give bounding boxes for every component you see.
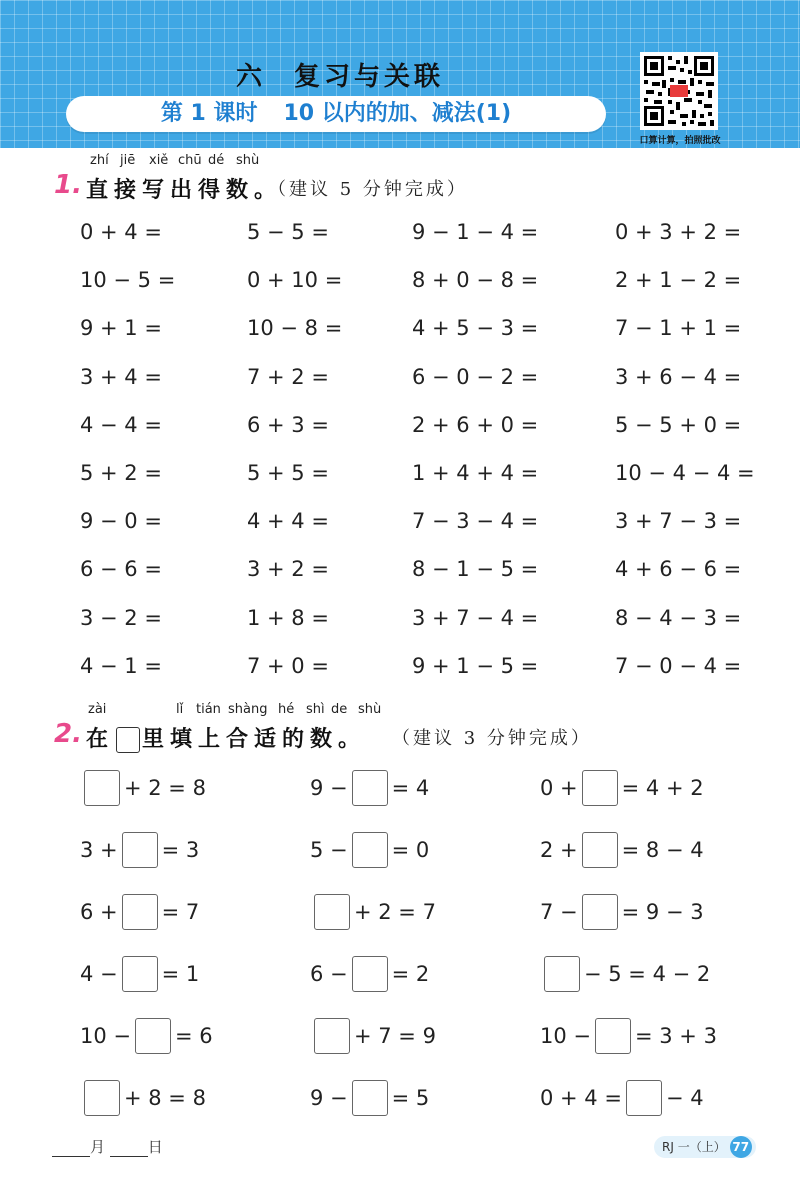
fill-problem-r5-c1: [80, 1018, 213, 1058]
fill-problem-r6-c1: [80, 1080, 206, 1120]
problem-r7-c4: 3 + 7 − 3 =: [615, 509, 742, 534]
answer-box[interactable]: [582, 770, 618, 806]
section2-title-before: 在: [86, 727, 115, 752]
day-blank[interactable]: [110, 1140, 148, 1157]
problem-r8-c1: 6 − 6 =: [80, 557, 162, 582]
day-label: 日: [147, 1138, 163, 1156]
problem-r4-c4: 3 + 6 − 4 =: [615, 364, 742, 389]
problem-r3-c2: 10 − 8 =: [247, 316, 343, 341]
problem-r9-c4: 8 − 4 − 3 =: [615, 605, 742, 630]
problem-r1-c2: 5 − 5 =: [247, 220, 329, 244]
problem-r10-c4: 7 − 0 − 4 =: [615, 653, 742, 678]
problem-r2-c4: 2 + 1 − 2 =: [615, 268, 742, 293]
problem-r9-c1: 3 − 2 =: [80, 605, 162, 630]
problem-r8-c4: 4 + 6 − 6 =: [615, 557, 742, 582]
header-banner: [0, 0, 800, 148]
answer-box[interactable]: [582, 894, 618, 930]
problem-suffix: = 0: [391, 838, 430, 862]
problem-suffix: = 6: [175, 1024, 213, 1048]
fill-problem-r1-c3: [540, 770, 704, 810]
problem-prefix: 4 −: [80, 962, 118, 986]
answer-box[interactable]: [352, 770, 388, 806]
problem-suffix: = 4 + 2: [621, 776, 704, 800]
problem-r9-c2: 1 + 8 =: [247, 605, 329, 630]
problem-prefix: 9 −: [310, 776, 348, 800]
pinyin-syllable: hé: [278, 702, 295, 717]
pinyin-syllable: chū: [178, 153, 202, 168]
problem-prefix: 9 −: [310, 1086, 348, 1110]
answer-box[interactable]: [352, 956, 388, 992]
answer-box[interactable]: [582, 832, 618, 868]
problem-prefix: 2 +: [540, 838, 578, 862]
problem-r7-c1: 9 − 0 =: [80, 509, 162, 534]
pinyin-syllable: zhí: [90, 153, 109, 168]
problem-r5-c4: 5 − 5 + 0 =: [615, 412, 742, 437]
section1-title: 直接写出得数。: [86, 178, 283, 203]
fill-problem-r5-c2: [310, 1018, 436, 1058]
problem-r6-c3: 1 + 4 + 4 =: [412, 461, 539, 485]
unit-number: 六: [235, 62, 266, 92]
section2-title: [86, 722, 366, 753]
problem-r5-c3: 2 + 6 + 0 =: [412, 412, 539, 437]
problem-r1-c1: 0 + 4 =: [80, 220, 162, 244]
problem-suffix: − 4: [665, 1086, 704, 1110]
problem-prefix: 6 −: [310, 962, 348, 986]
section1-number: 1.: [54, 170, 82, 200]
fill-problem-r3-c3: [540, 894, 704, 934]
problem-r3-c1: 9 + 1 =: [80, 316, 162, 341]
answer-box[interactable]: [626, 1080, 662, 1116]
problem-r6-c4: 10 − 4 − 4 =: [615, 461, 755, 485]
problem-suffix: = 7: [161, 900, 200, 924]
lesson-title-pill: [66, 96, 606, 132]
lesson-number: 第 1 课时: [160, 101, 258, 126]
section1-hint: （建议 5 分钟完成）: [268, 179, 468, 200]
answer-box[interactable]: [544, 956, 580, 992]
problem-prefix: 0 +: [540, 776, 578, 800]
fill-problem-r3-c2: [310, 894, 436, 934]
month-blank[interactable]: [52, 1140, 90, 1157]
problem-r10-c2: 7 + 0 =: [247, 653, 329, 678]
page-number: 77: [730, 1136, 752, 1158]
problem-r4-c2: 7 + 2 =: [247, 364, 329, 389]
problem-suffix: = 3: [161, 838, 200, 862]
pinyin-syllable: jiē: [120, 153, 136, 168]
problem-r6-c1: 5 + 2 =: [80, 461, 162, 485]
pinyin-syllable: lǐ: [176, 702, 184, 717]
problem-prefix: 7 −: [540, 900, 578, 924]
problem-r2-c3: 8 + 0 − 8 =: [412, 268, 539, 293]
fill-problem-r5-c3: [540, 1018, 717, 1058]
fill-problem-r3-c1: [80, 894, 199, 934]
edition-label: RJ 一（上）: [662, 1140, 726, 1154]
problem-r9-c3: 3 + 7 − 4 =: [412, 605, 539, 630]
answer-box[interactable]: [352, 1080, 388, 1116]
answer-box[interactable]: [352, 832, 388, 868]
fill-problem-r6-c3: [540, 1080, 704, 1120]
problem-r3-c4: 7 − 1 + 1 =: [615, 316, 742, 341]
fill-problem-r2-c1: [80, 832, 199, 872]
problem-r5-c1: 4 − 4 =: [80, 412, 162, 437]
pinyin-syllable: de: [331, 702, 348, 717]
pinyin-syllable: xiě: [149, 153, 169, 168]
answer-box[interactable]: [314, 1018, 350, 1054]
problem-r1-c3: 9 − 1 − 4 =: [412, 220, 539, 244]
problem-r2-c2: 0 + 10 =: [247, 268, 343, 293]
fill-problem-r1-c2: [310, 770, 429, 810]
pinyin-syllable: zài: [88, 702, 107, 717]
qr-code-icon[interactable]: [640, 52, 718, 130]
problem-r10-c1: 4 − 1 =: [80, 653, 162, 678]
answer-box[interactable]: [84, 770, 120, 806]
fill-problem-r6-c2: [310, 1080, 429, 1120]
lesson-title: 10 以内的加、减法(1): [283, 101, 512, 126]
problem-prefix: 3 +: [80, 838, 118, 862]
problem-suffix: + 2 = 7: [354, 900, 436, 924]
page-badge: [654, 1136, 756, 1158]
pinyin-syllable: shù: [358, 702, 382, 717]
problem-suffix: + 8 = 8: [124, 1086, 206, 1110]
pinyin-syllable: shàng: [228, 702, 268, 717]
fill-problem-r1-c1: [80, 770, 206, 810]
fill-problem-r2-c2: [310, 832, 429, 872]
unit-title: [0, 56, 680, 93]
problem-suffix: + 2 = 8: [124, 776, 206, 800]
problem-prefix: 10 −: [80, 1024, 131, 1048]
problem-r7-c3: 7 − 3 − 4 =: [412, 509, 539, 534]
problem-suffix: = 3 + 3: [635, 1024, 717, 1048]
fill-problem-r2-c3: [540, 832, 704, 872]
problem-r3-c3: 4 + 5 − 3 =: [412, 316, 539, 341]
problem-r2-c1: 10 − 5 =: [80, 268, 176, 293]
unit-name: 复习与关联: [294, 62, 445, 92]
problem-suffix: = 8 − 4: [621, 838, 704, 862]
problem-r8-c2: 3 + 2 =: [247, 557, 329, 582]
problem-r8-c3: 8 − 1 − 5 =: [412, 557, 539, 582]
fill-problem-r4-c2: [310, 956, 429, 996]
fill-problem-r4-c1: [80, 956, 199, 996]
problem-suffix: = 1: [161, 962, 200, 986]
problem-suffix: − 5 = 4 − 2: [584, 962, 711, 986]
problem-r7-c2: 4 + 4 =: [247, 509, 329, 534]
problem-prefix: 10 −: [540, 1024, 591, 1048]
problem-suffix: = 9 − 3: [621, 900, 704, 924]
problem-suffix: = 4: [391, 776, 430, 800]
answer-box-sample: [116, 727, 140, 753]
qr-caption: 口算计算，拍照批改: [639, 136, 721, 146]
problem-suffix: = 2: [391, 962, 430, 986]
pinyin-syllable: tián: [196, 702, 221, 717]
section2-title-after: 里填上合适的数。: [142, 727, 367, 752]
pinyin-syllable: shì: [306, 702, 325, 717]
date-line: [52, 1136, 163, 1157]
problem-prefix: 6 +: [80, 900, 118, 924]
problem-r10-c3: 9 + 1 − 5 =: [412, 653, 539, 678]
answer-box[interactable]: [84, 1080, 120, 1116]
problem-r1-c4: 0 + 3 + 2 =: [615, 220, 742, 244]
answer-box[interactable]: [595, 1018, 631, 1054]
month-label: 月: [90, 1138, 106, 1156]
answer-box[interactable]: [135, 1018, 171, 1054]
problem-r4-c3: 6 − 0 − 2 =: [412, 364, 539, 389]
pinyin-syllable: dé: [208, 153, 225, 168]
fill-problem-r4-c3: [540, 956, 710, 996]
problem-r6-c2: 5 + 5 =: [247, 461, 329, 485]
answer-box[interactable]: [122, 894, 158, 930]
answer-box[interactable]: [122, 832, 158, 868]
problem-prefix: 0 + 4 =: [540, 1086, 622, 1110]
pinyin-syllable: shù: [236, 153, 260, 168]
answer-box[interactable]: [122, 956, 158, 992]
problem-prefix: 5 −: [310, 838, 348, 862]
problem-r5-c2: 6 + 3 =: [247, 412, 329, 437]
problem-r4-c1: 3 + 4 =: [80, 364, 162, 389]
problem-suffix: = 5: [391, 1086, 430, 1110]
section2-number: 2.: [54, 719, 82, 749]
problem-suffix: + 7 = 9: [354, 1024, 436, 1048]
section2-hint: （建议 3 分钟完成）: [392, 728, 592, 749]
answer-box[interactable]: [314, 894, 350, 930]
